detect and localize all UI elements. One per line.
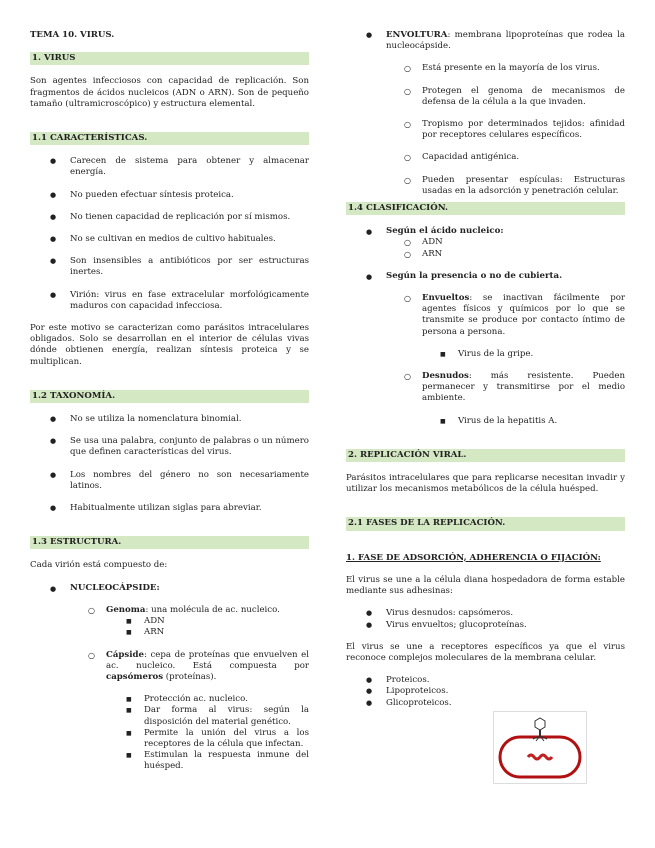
list-item: ● Proteicos. — [346, 675, 625, 686]
cubierta-list — [346, 271, 625, 282]
envoltura-item: ● ENVOLTURA: membrana lipoproteínas que rodea la nucleocápside. — [346, 30, 625, 52]
list-item: ■ Virus de la gripe. — [440, 349, 625, 360]
virus-head-shape — [535, 718, 545, 730]
list-item: ● No pueden efectuar síntesis proteica. — [30, 190, 309, 201]
list-item: ● Lipoproteicos. — [346, 686, 625, 697]
caracteristicas-outro: Por este motivo se caracterizan como parásitos intracelulares obligados. Solo se desarrollan en el interior de células vivas dónde obtienen energía, realizan síntesis proteica y se multiplican. — [30, 323, 309, 367]
list-item: ■ Virus de la hepatitis A. — [440, 416, 625, 427]
right-column — [346, 30, 625, 709]
cubierta-label: ● Según la presencia o no de cubierta. — [346, 271, 625, 282]
estructura-list — [30, 583, 309, 594]
list-item: ■ Protección ac. nucleico. — [126, 694, 309, 705]
list-item: ● Virión: virus en fase extracelular morfológicamente maduros con capacidad infecciosa. — [30, 290, 309, 312]
virus-cell-illustration — [494, 712, 586, 783]
section-heading-clasificacion: 1.4 CLASIFICACIÓN. — [346, 202, 625, 215]
list-item: ○ Tropismo por determinados tejidos: afinidad por receptores celulares específicos. — [404, 119, 625, 141]
list-item: ○ Pueden presentar espículas: Estructuras usadas en la adsorción y penetración celular. — [404, 175, 625, 197]
list-item: ● No tienen capacidad de replicación por sí mismos. — [30, 212, 309, 223]
acido-sublist — [404, 237, 625, 259]
estructura-intro: Cada virión está compuesto de: — [30, 560, 168, 571]
list-item: ■ Estimulan la respuesta inmune del huésped. — [126, 750, 309, 772]
list-item: ● Los nombres del género no son necesariamente latinos. — [30, 470, 309, 492]
list-item: ○ Protegen el genoma de mecanismos de defensa de la célula a la que invaden. — [404, 86, 625, 108]
list-item: ○ Capacidad antigénica. — [404, 152, 625, 163]
fase-title: 1. FASE DE ADSORCIÓN, ADHERENCIA O FIJACIÓN: — [346, 552, 601, 563]
envueltos-sublist — [440, 349, 625, 360]
section-heading-virus: 1. VIRUS — [30, 52, 309, 65]
nucleocapside-label: ● NUCLEOCÁPSIDE: — [30, 583, 309, 594]
section-heading-caracteristicas: 1.1 CARACTERÍSTICAS. — [30, 132, 309, 145]
list-item: ● Virus envueltos; glucoproteínas. — [346, 620, 625, 631]
capside-item: ○ Cápside: cepa de proteínas que envuelven el ac. nucleico. Está compuesta por capsómeros (proteínas). ■ Protección ac. nucleico. ■ Dar forma al virus: según la disposición del material genético. ■ Permite la unión del virus a los receptores de la célula que infectan. ■ Estimulan la respuesta inmune del huésped. — [88, 650, 309, 773]
section-heading-estructura: 1.3 ESTRUCTURA. — [30, 536, 309, 549]
section-heading-taxonomia: 1.2 TAXONOMÍA. — [30, 390, 309, 403]
list-item: ■ Dar forma al virus: según la disposición del material genético. — [126, 705, 309, 727]
genoma-sublist — [126, 616, 309, 638]
receptores-list — [346, 675, 625, 709]
left-column — [30, 30, 309, 773]
list-item: ● Son insensibles a antibióticos por ser estructuras inertes. — [30, 256, 309, 278]
section-heading-fases: 2.1 FASES DE LA REPLICACIÓN. — [346, 517, 625, 530]
capside-sublist — [126, 694, 309, 772]
list-item: ○ ADN — [404, 237, 625, 248]
caracteristicas-list — [30, 156, 309, 312]
nucleocapside-list — [88, 605, 309, 773]
envoltura-sublist — [404, 63, 625, 197]
virus-intro: Son agentes infecciosos con capacidad de replicación. Son fragmentos de ácidos nucleicos (ADN o ARN). Son de pequeño tamaño (ultramicroscópico) y estructura elemental. — [30, 76, 309, 109]
clasificacion-list — [346, 226, 625, 237]
adhesinas-list — [346, 608, 625, 630]
envueltos-item: ○ Envueltos: se inactivan fácilmente por agentes físicos y químicos por lo que se transmite se produce por contacto íntimo de persona a persona. ■ Virus de la gripe. — [404, 293, 625, 360]
list-item: ○ Está presente en la mayoría de los virus. — [404, 63, 625, 74]
fase-intro: El virus se une a la célula diana hospedadora de forma estable mediante sus adhesinas: — [346, 574, 625, 597]
list-item: ■ ARN — [126, 627, 309, 638]
desnudos-sublist — [440, 416, 625, 427]
envoltura-list — [346, 30, 625, 52]
list-item: ● Glicoproteicos. — [346, 698, 625, 709]
list-item: ● No se cultivan en medios de cultivo habituales. — [30, 234, 309, 245]
receptores-text: El virus se une a receptores específicos ya que el virus reconoce complejos moleculares de la membrana celular. — [346, 641, 625, 663]
list-item: ● Virus desnudos: capsómeros. — [346, 608, 625, 619]
list-item: ○ ARN — [404, 249, 625, 260]
virus-adsorption-diagram — [493, 711, 587, 784]
genoma-item: ○ Genoma: una molécula de ac. nucleico. ■ ADN ■ ARN — [88, 605, 309, 639]
acido-label: ● Según el ácido nucleico: — [346, 226, 625, 237]
list-item: ● No se utiliza la nomenclatura binomial. — [30, 414, 309, 425]
list-item: ● Carecen de sistema para obtener y almacenar energía. — [30, 156, 309, 178]
cubierta-sublist — [404, 293, 625, 427]
desnudos-item: ○ Desnudos: más resistente. Pueden permanecer y transmitirse por el medio ambiente. ■ Virus de la hepatitis A. — [404, 371, 625, 427]
list-item: ■ Permite la unión del virus a los receptores de la célula que infectan. — [126, 728, 309, 750]
document-title: TEMA 10. VIRUS. — [30, 30, 115, 40]
list-item: ■ ADN — [126, 616, 309, 627]
list-item: ● Habitualmente utilizan siglas para abreviar. — [30, 503, 309, 514]
replicacion-intro: Parásitos intracelulares que para replicarse necesitan invadir y utilizar los mecanismos metabólicos de la célula huésped. — [346, 473, 625, 495]
list-item: ● Se usa una palabra, conjunto de palabras o un número que definen características del virus. — [30, 436, 309, 458]
taxonomia-list — [30, 414, 309, 514]
section-heading-replicacion: 2. REPLICACIÓN VIRAL. — [346, 449, 625, 462]
